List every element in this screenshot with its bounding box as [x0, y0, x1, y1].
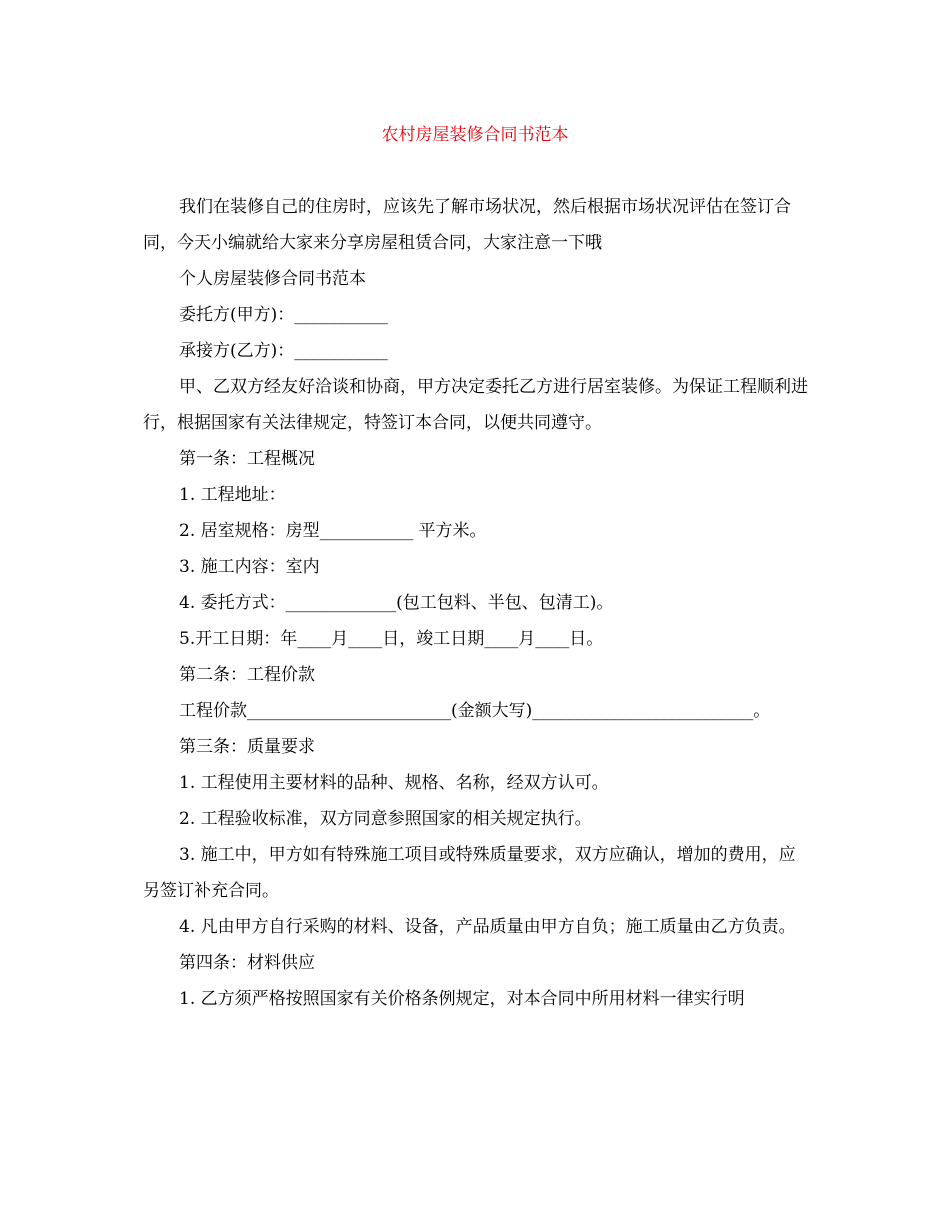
paragraph-1-4: 4. 委托方式：_____________(包工包料、半包、包清工)。 — [179, 593, 614, 613]
paragraph-intro: 我们在装修自己的住房时，应该先了解市场状况，然后根据市场状况评估在签订合同，今天小编就给大家来分享房屋租赁合同，大家注意一下哦 — [143, 197, 791, 253]
paragraph-party-b: 承接方(乙方)：___________ — [179, 341, 388, 361]
paragraph-1-2: 2. 居室规格：房型___________ 平方米。 — [179, 521, 487, 541]
paragraph-preamble: 甲、乙双方经友好洽谈和协商，甲方决定委托乙方进行居室装修。为保证工程顺利进行，根据国家有关法律规定，特签订本合同，以便共同遵守。 — [143, 377, 808, 433]
section-heading-2: 第二条：工程价款 — [179, 665, 315, 685]
section-heading-4: 第四条：材料供应 — [179, 953, 315, 973]
paragraph-3-1: 1. 工程使用主要材料的品种、规格、名称，经双方认可。 — [179, 773, 609, 793]
paragraph-4-1: 1. 乙方须严格按照国家有关价格条例规定，对本合同中所用材料一律实行明 — [179, 989, 745, 1009]
paragraph-party-a: 委托方(甲方)：___________ — [179, 305, 388, 325]
paragraph-3-3: 3. 施工中，甲方如有特殊施工项目或特殊质量要求，双方应确认，增加的费用，应另签订补充合同。 — [143, 845, 796, 901]
paragraph-2-1: 工程价款________________________(金额大写)__________________________。 — [179, 701, 771, 721]
section-heading-1: 第一条：工程概况 — [179, 449, 315, 469]
paragraph-1-3: 3. 施工内容：室内 — [179, 557, 320, 577]
paragraph-1-1: 1. 工程地址： — [179, 485, 286, 505]
document-title: 农村房屋装修合同书范本 — [381, 125, 569, 145]
section-heading-3: 第三条：质量要求 — [179, 737, 315, 757]
paragraph-subtitle: 个人房屋装修合同书范本 — [179, 269, 366, 289]
paragraph-3-4: 4. 凡由甲方自行采购的材料、设备，产品质量由甲方自负；施工质量由乙方负责。 — [179, 917, 796, 937]
paragraph-1-5: 5.开工日期：年____月____日，竣工日期____月____日。 — [179, 629, 604, 649]
paragraph-3-2: 2. 工程验收标准，双方同意参照国家的相关规定执行。 — [179, 809, 592, 829]
document-body — [143, 189, 811, 1017]
